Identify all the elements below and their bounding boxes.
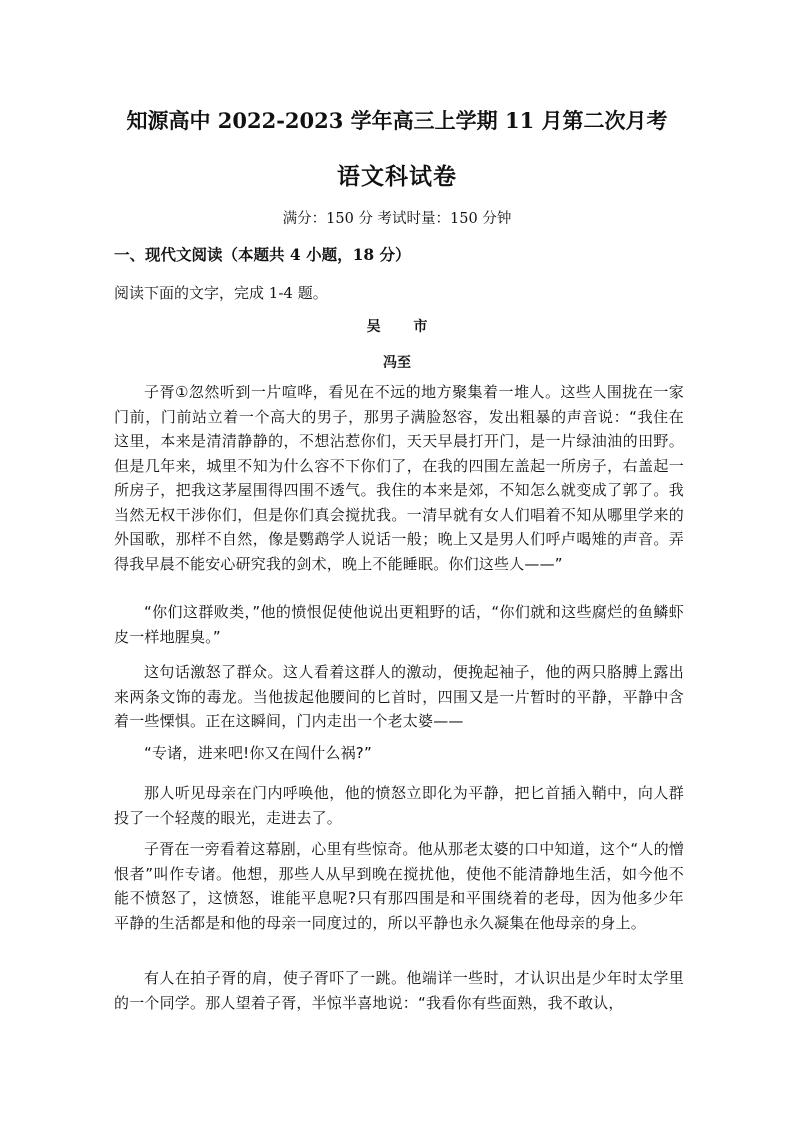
reading-instruction: 阅读下面的文字，完成 1-4 题。: [114, 284, 328, 302]
story-author: 冯至: [383, 355, 411, 371]
story-paragraph: 子胥在一旁看着这幕剧，心里有些惊奇。他从那老太婆的口中知道，这个“人的憎恨者”叫作专诸。他想，那些人从早到晚在搅扰他，使他不能清静地生活，如今他不能不愤怒了，这愤怒，谁能平息呢?只有那四围是和平围绕着的老母，因为他多少年平静的生活都是和他的母亲一同度过的，所以平静也永久凝集在他母亲的身上。: [114, 840, 684, 932]
story-title: 吴 市: [366, 319, 442, 335]
story-paragraph: 有人在拍子胥的肩，使子胥吓了一跳。他端详一些时，才认识出是少年时太学里的一个同学。那人望着子胥，半惊半喜地说：“我看你有些面熟，我不敢认，: [114, 969, 684, 1012]
section-heading: 一、现代文阅读（本题共 4 小题，18 分）: [114, 245, 411, 264]
story-paragraph: 这句话激怒了群众。这人看着这群人的激动，便挽起袖子，他的两只胳膊上露出来两条文饰的毒龙。当他拔起他腰间的匕首时，四围又是一片暂时的平静，平静中含着一些慄惧。正在这瞬间，门内走出一个老太婆——: [114, 663, 684, 730]
story-paragraph: “专诸，进来吧!你又在闯什么祸?”: [144, 744, 372, 762]
story-paragraph: 子胥①忽然听到一片喧哗，看见在不远的地方聚集着一堆人。这些人围拢在一家门前，门前站立着一个高大的男子，那男子满脸怒容，发出粗暴的声音说：“我住在这里，本来是清清静静的，不想沾惹你们，天天早晨打开门，是一片绿油油的田野。但是几年来，城里不知为什么容不下你们了，在我的四围左盖起一所房子，右盖起一所房子，把我这茅屋围得四围不透气。我住的本来是郊，不知怎么就变成了郭了。我当然无权干涉你们，但是你们真会搅扰我。一清早就有女人们唱着不知从哪里学来的外国歌，那样不自然，像是鹦鹉学人说话一般；晚上又是男人们呼卢喝雉的声音。弄得我早晨不能安心研究我的剑术，晚上不能睡眠。你们这些人——”: [114, 383, 684, 573]
story-paragraph: 那人听见母亲在门内呼唤他，他的愤怒立即化为平静，把匕首插入鞘中，向人群投了一个轻蔑的眼光，走进去了。: [114, 784, 684, 827]
exam-title: 知源高中 2022-2023 学年高三上学期 11 月第二次月考: [126, 108, 668, 133]
score-info: 满分：150 分 考试时量：150 分钟: [282, 211, 512, 227]
story-paragraph: “你们这群败类，”他的愤恨促使他说出更粗野的话，“你们就和这些腐烂的鱼鳞虾皮一样地腥臭。”: [114, 603, 684, 646]
subject-title: 语文科试卷: [337, 163, 457, 190]
